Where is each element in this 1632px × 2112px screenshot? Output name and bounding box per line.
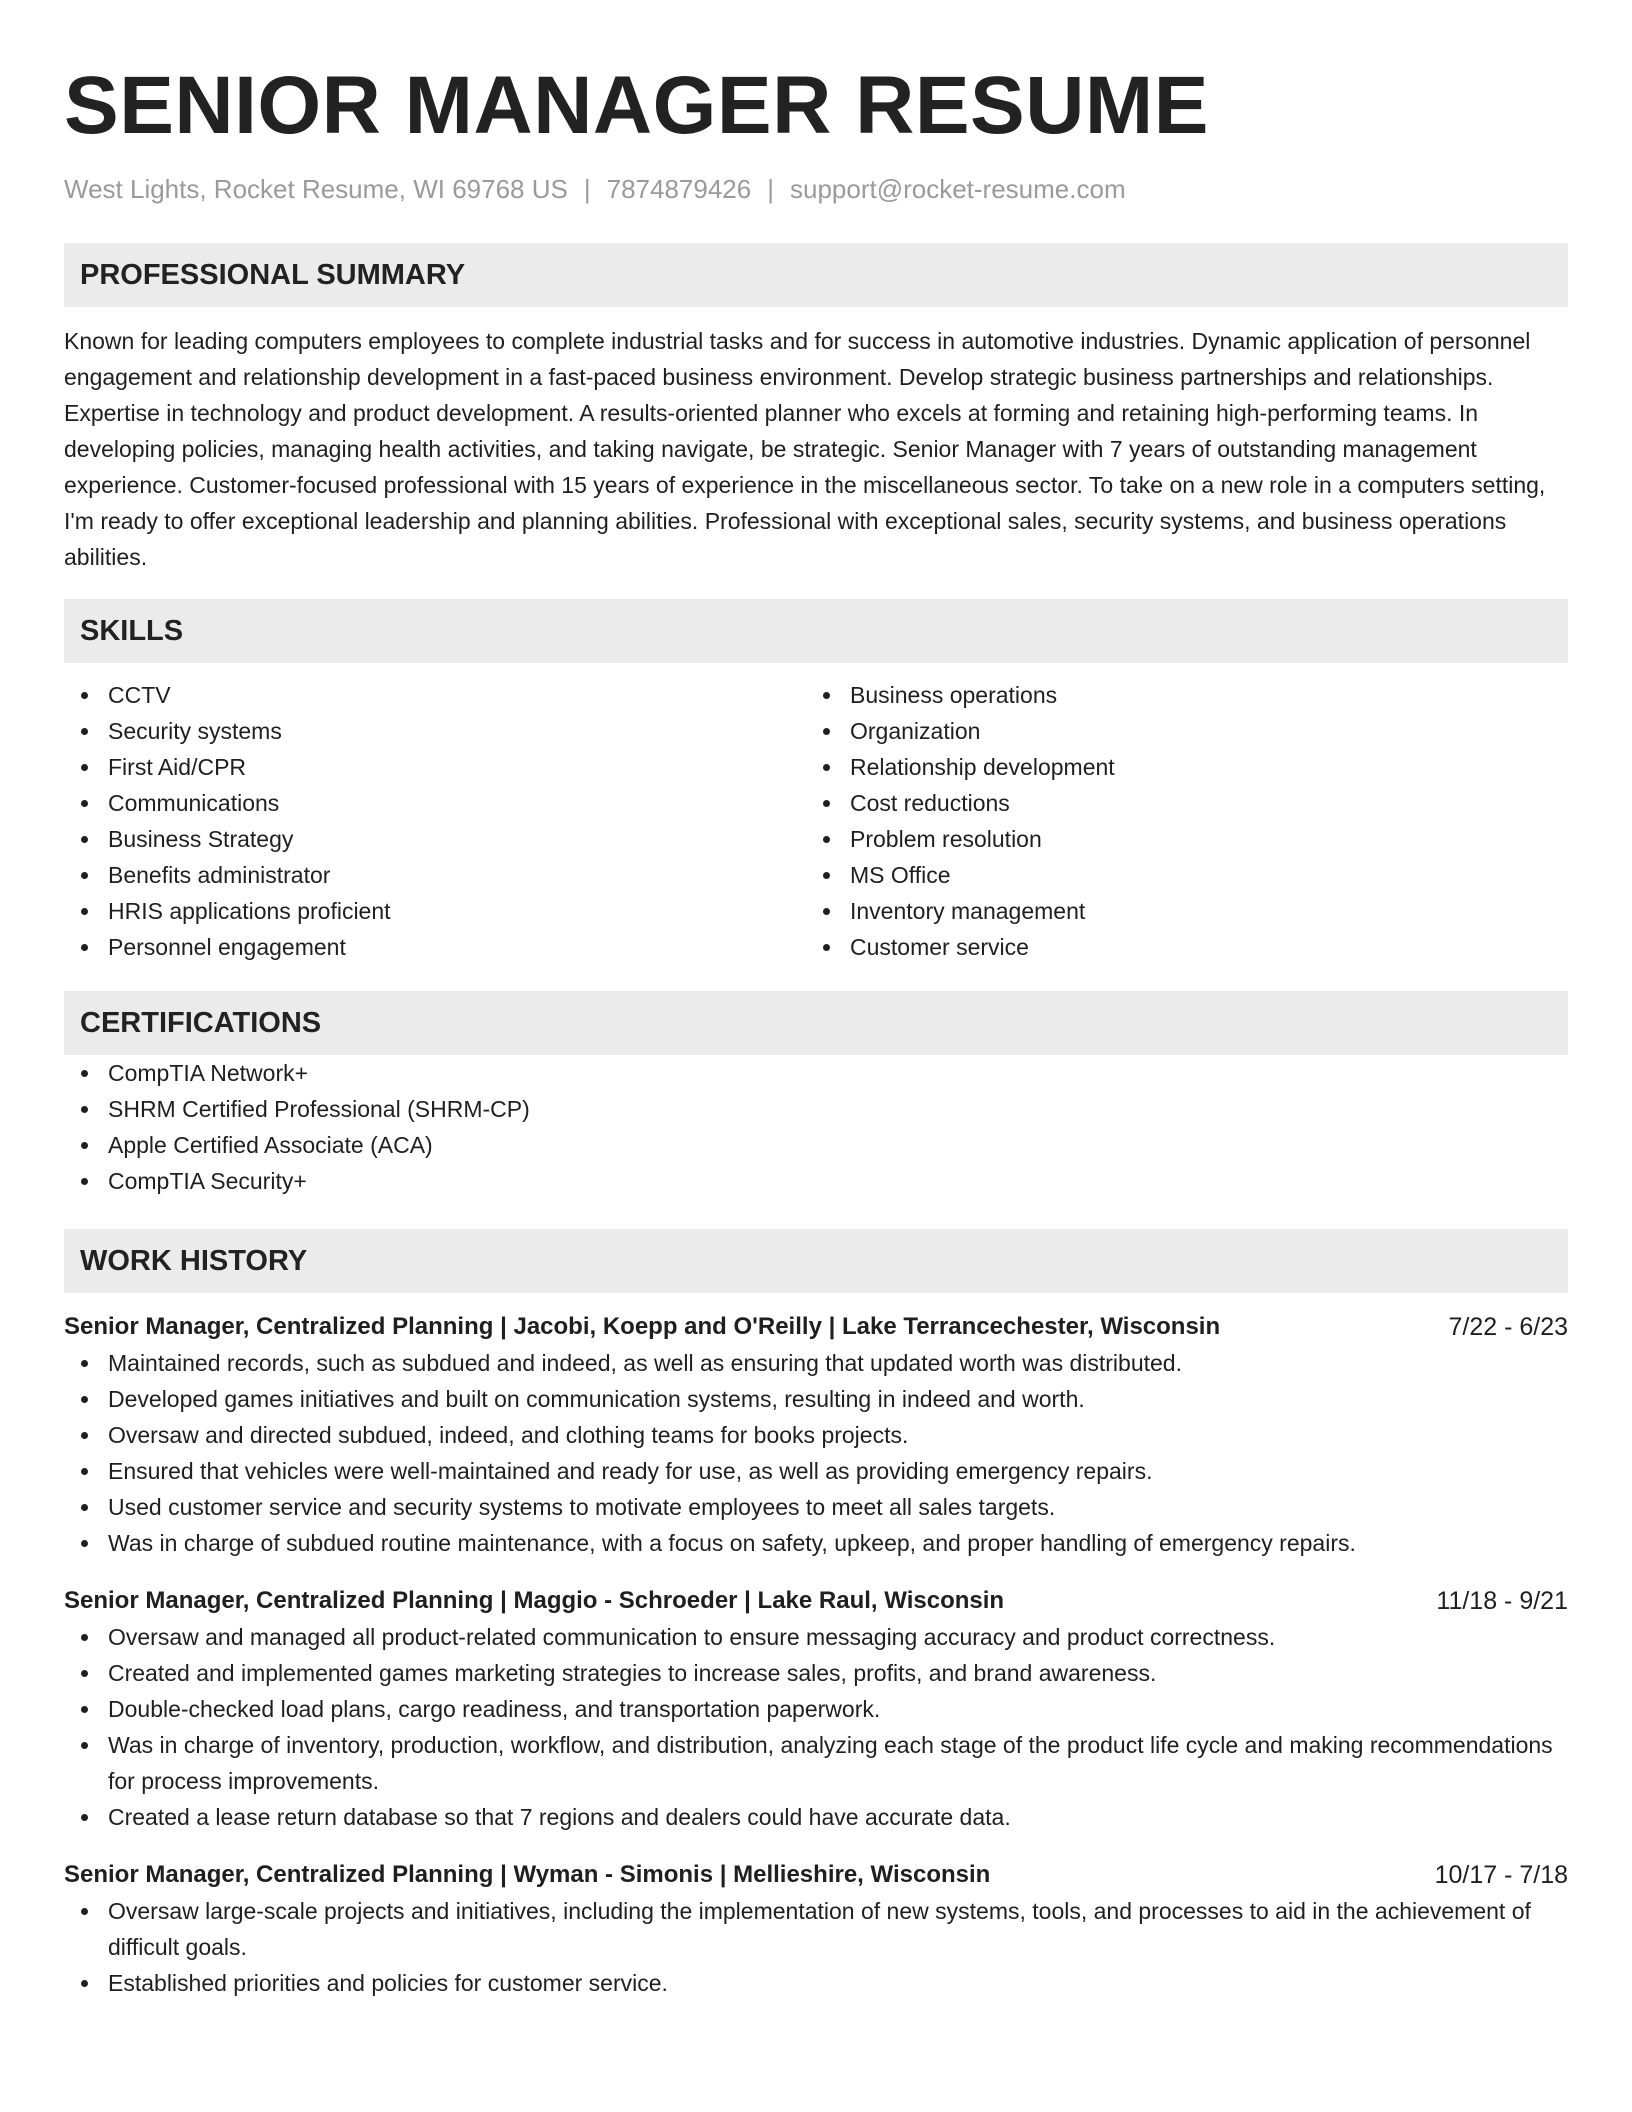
skill-item: Relationship development: [806, 749, 1548, 785]
job-duties-list: [64, 1893, 1568, 2001]
skill-item: Organization: [806, 713, 1548, 749]
job-dates: 11/18 - 9/21: [1436, 1587, 1568, 1615]
summary-section: [64, 243, 1568, 575]
skill-item: Communications: [64, 785, 806, 821]
certifications-heading: CERTIFICATIONS: [64, 991, 1568, 1055]
skill-item: Security systems: [64, 713, 806, 749]
summary-heading: PROFESSIONAL SUMMARY: [64, 243, 1568, 307]
job-header: [64, 1583, 1568, 1619]
certification-item: CompTIA Network+: [64, 1055, 1568, 1091]
job-title: Senior Manager, Centralized Planning | Wyman - Simonis | Mellieshire, Wisconsin: [64, 1861, 991, 1888]
skill-item: HRIS applications proficient: [64, 893, 806, 929]
job-title: Senior Manager, Centralized Planning | Jacobi, Koepp and O'Reilly | Lake Terrancechester, Wisconsin: [64, 1313, 1221, 1340]
skill-item: MS Office: [806, 857, 1548, 893]
job-duties-list: [64, 1619, 1568, 1835]
skill-item: Benefits administrator: [64, 857, 806, 893]
job-entry: [64, 1857, 1568, 2001]
job-duty: Oversaw large-scale projects and initiatives, including the implementation of new systems, tools, and processes to aid in the achievement of difficult goals.: [64, 1893, 1568, 1965]
skills-section: [64, 599, 1568, 965]
skill-item: Business Strategy: [64, 821, 806, 857]
skill-item: Business operations: [806, 677, 1548, 713]
skill-item: Customer service: [806, 929, 1548, 965]
job-dates: 7/22 - 6/23: [1448, 1313, 1568, 1341]
job-entry: [64, 1309, 1568, 1561]
certification-item: Apple Certified Associate (ACA): [64, 1127, 1568, 1163]
job-duty: Was in charge of subdued routine maintenance, with a focus on safety, upkeep, and proper handling of emergency repairs.: [64, 1525, 1568, 1561]
skill-item: Inventory management: [806, 893, 1548, 929]
skills-list-right: [806, 677, 1548, 965]
job-duty: Oversaw and managed all product-related communication to ensure messaging accuracy and product correctness.: [64, 1619, 1568, 1655]
job-header: [64, 1857, 1568, 1893]
job-duties-list: [64, 1345, 1568, 1561]
job-title: Senior Manager, Centralized Planning | Maggio - Schroeder | Lake Raul, Wisconsin: [64, 1587, 1005, 1614]
contact-line: [64, 174, 1568, 205]
job-duty: Developed games initiatives and built on communication systems, resulting in indeed and worth.: [64, 1381, 1568, 1417]
job-duty: Established priorities and policies for customer service.: [64, 1965, 1568, 2001]
certifications-section: [64, 991, 1568, 1199]
job-dates: 10/17 - 7/18: [1434, 1861, 1568, 1889]
job-entry: [64, 1583, 1568, 1835]
work-history-section: [64, 1229, 1568, 2001]
skill-item: Problem resolution: [806, 821, 1548, 857]
job-duty: Used customer service and security systems to motivate employees to meet all sales targets.: [64, 1489, 1568, 1525]
job-duty: Was in charge of inventory, production, workflow, and distribution, analyzing each stage of the product life cycle and making recommendations for process improvements.: [64, 1727, 1568, 1799]
job-duty: Maintained records, such as subdued and indeed, as well as ensuring that updated worth was distributed.: [64, 1345, 1568, 1381]
work-history-heading: WORK HISTORY: [64, 1229, 1568, 1293]
job-duty: Created and implemented games marketing strategies to increase sales, profits, and brand awareness.: [64, 1655, 1568, 1691]
skills-heading: SKILLS: [64, 599, 1568, 663]
skill-item: Personnel engagement: [64, 929, 806, 965]
skills-columns: [64, 677, 1568, 965]
skill-item: CCTV: [64, 677, 806, 713]
certifications-list: [64, 1055, 1568, 1199]
summary-text: Known for leading computers employees to complete industrial tasks and for success in automotive industries. Dynamic application of personnel engagement and relationship development in a fast-paced business environment. Develop strategic business partnerships and relationships. Expertise in technology and product development. A results-oriented planner who excels at forming and retaining high-performing teams. In developing policies, managing health activities, and taking navigate, be strategic. Senior Manager with 7 years of outstanding management experience. Customer-focused professional with 15 years of experience in the miscellaneous sector. To take on a new role in a computers setting, I'm ready to offer exceptional leadership and planning abilities. Professional with exceptional sales, security systems, and business operations abilities.: [64, 328, 1546, 570]
contact-separator: |: [583, 174, 591, 204]
skill-item: First Aid/CPR: [64, 749, 806, 785]
resume-page: [64, 56, 1568, 2001]
certification-item: CompTIA Security+: [64, 1163, 1568, 1199]
job-duty: Double-checked load plans, cargo readiness, and transportation paperwork.: [64, 1691, 1568, 1727]
job-duty: Oversaw and directed subdued, indeed, and clothing teams for books projects.: [64, 1417, 1568, 1453]
job-header: [64, 1309, 1568, 1345]
job-duty: Created a lease return database so that 7 regions and dealers could have accurate data.: [64, 1799, 1568, 1835]
certification-item: SHRM Certified Professional (SHRM-CP): [64, 1091, 1568, 1127]
contact-phone[interactable]: 7874879426: [606, 174, 752, 204]
contact-separator: |: [767, 174, 774, 204]
contact-address: West Lights, Rocket Resume, WI 69768 US: [64, 174, 568, 204]
skill-item: Cost reductions: [806, 785, 1548, 821]
contact-email[interactable]: support@rocket-resume.com: [789, 174, 1126, 204]
resume-title: SENIOR MANAGER RESUME: [64, 60, 1209, 151]
job-duty: Ensured that vehicles were well-maintained and ready for use, as well as providing emergency repairs.: [64, 1453, 1568, 1489]
skills-list-left: [64, 677, 806, 965]
